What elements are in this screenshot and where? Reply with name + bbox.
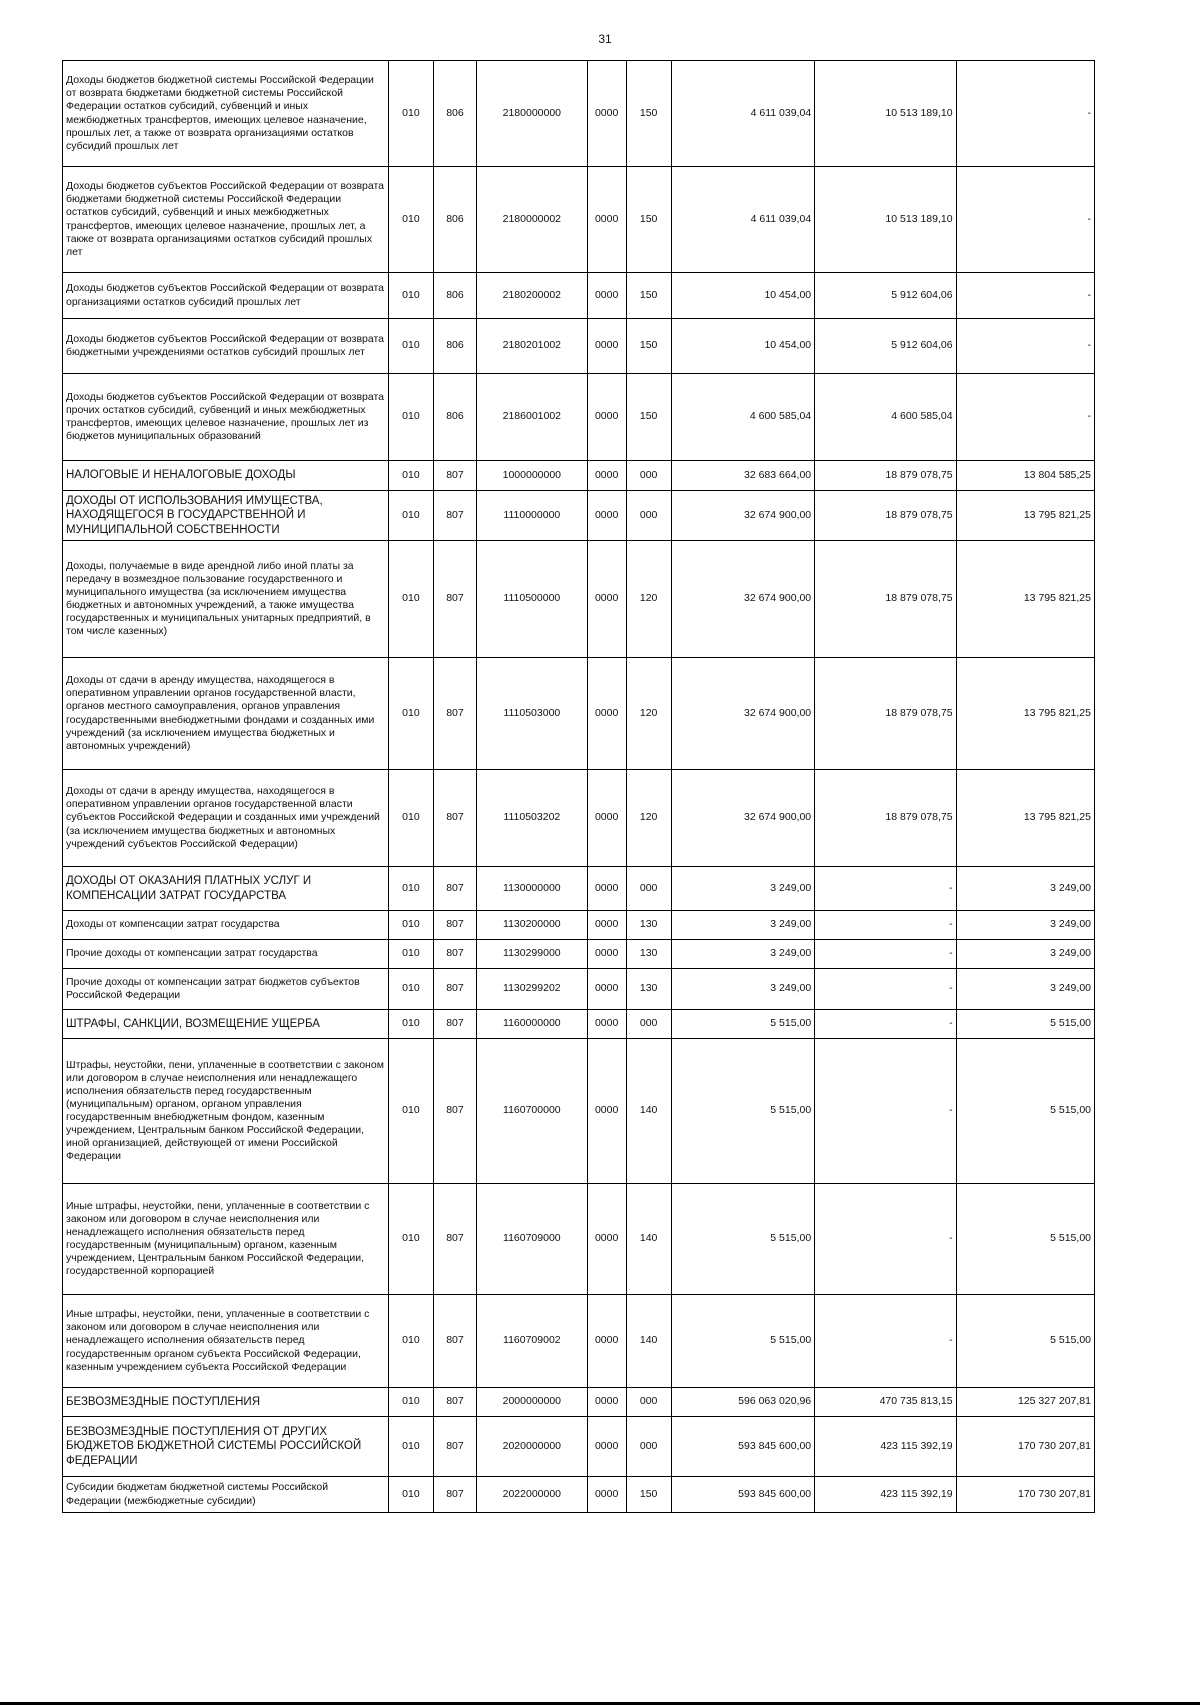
column-admin-code: 807	[433, 1417, 476, 1477]
row-name: ДОХОДЫ ОТ ИСПОЛЬЗОВАНИЯ ИМУЩЕСТВА, НАХОДЯЩЕГОСЯ В ГОСУДАРСТВЕННОЙ И МУНИЦИПАЛЬНОЙ СОБСТВЕННОСТИ	[63, 491, 389, 541]
column-unexecuted-amount: 3 249,00	[956, 969, 1094, 1010]
column-kind-code: 150	[626, 319, 671, 374]
column-program-code: 0000	[587, 319, 626, 374]
column-program-code: 0000	[587, 1295, 626, 1388]
row-name: Субсидии бюджетам бюджетной системы Российской Федерации (межбюджетные субсидии)	[63, 1477, 389, 1513]
column-executed-amount: 18 879 078,75	[815, 491, 956, 541]
column-admin-code: 807	[433, 770, 476, 867]
column-executed-amount: -	[815, 940, 956, 969]
column-section: 010	[388, 940, 433, 969]
column-admin-code: 807	[433, 1295, 476, 1388]
column-kind-code: 120	[626, 541, 671, 658]
column-unexecuted-amount: 3 249,00	[956, 940, 1094, 969]
column-program-code: 0000	[587, 770, 626, 867]
row-name: Доходы бюджетов субъектов Российской Федерации от возврата организациями остатков субсидий прошлых лет	[63, 273, 389, 319]
column-planned-amount: 3 249,00	[671, 940, 814, 969]
table-row	[63, 1417, 1095, 1477]
column-section: 010	[388, 461, 433, 491]
column-revenue-code: 1110500000	[477, 541, 588, 658]
column-unexecuted-amount: 13 795 821,25	[956, 658, 1094, 770]
table-row	[63, 374, 1095, 461]
column-revenue-code: 1160709002	[477, 1295, 588, 1388]
column-executed-amount: 18 879 078,75	[815, 658, 956, 770]
column-admin-code: 807	[433, 461, 476, 491]
column-section: 010	[388, 1417, 433, 1477]
column-section: 010	[388, 1010, 433, 1039]
row-name: Доходы бюджетов субъектов Российской Федерации от возврата бюджетами бюджетной системы Российской Федерации остатков субсидий, субвенций и иных межбюджетных трансфертов, имеющих целевое назначение, прошлых лет, а также от возврата организациями остатков субсидий прошлых лет	[63, 167, 389, 273]
column-executed-amount: 423 115 392,19	[815, 1417, 956, 1477]
column-admin-code: 807	[433, 491, 476, 541]
column-section: 010	[388, 969, 433, 1010]
column-executed-amount: 5 912 604,06	[815, 273, 956, 319]
row-name: Доходы от сдачи в аренду имущества, находящегося в оперативном управлении органов государственной власти субъектов Российской Федерации и созданных ими учреждений (за исключением имущества бюджетных и автономных учреждений субъектов Российской Федерации)	[63, 770, 389, 867]
column-admin-code: 806	[433, 374, 476, 461]
table-row	[63, 1477, 1095, 1513]
column-program-code: 0000	[587, 1184, 626, 1295]
row-name: Прочие доходы от компенсации затрат государства	[63, 940, 389, 969]
table-row	[63, 770, 1095, 867]
column-revenue-code: 1160000000	[477, 1010, 588, 1039]
column-executed-amount: 4 600 585,04	[815, 374, 956, 461]
column-revenue-code: 2180000000	[477, 61, 588, 167]
column-executed-amount: 18 879 078,75	[815, 541, 956, 658]
column-unexecuted-amount: 3 249,00	[956, 911, 1094, 940]
table-row	[63, 61, 1095, 167]
column-program-code: 0000	[587, 1010, 626, 1039]
column-admin-code: 807	[433, 1010, 476, 1039]
column-section: 010	[388, 61, 433, 167]
column-revenue-code: 2180201002	[477, 319, 588, 374]
column-unexecuted-amount: 5 515,00	[956, 1010, 1094, 1039]
column-kind-code: 000	[626, 1010, 671, 1039]
column-executed-amount: -	[815, 1295, 956, 1388]
column-kind-code: 130	[626, 911, 671, 940]
column-unexecuted-amount: 13 795 821,25	[956, 541, 1094, 658]
column-planned-amount: 593 845 600,00	[671, 1417, 814, 1477]
column-unexecuted-amount: 5 515,00	[956, 1039, 1094, 1184]
column-program-code: 0000	[587, 658, 626, 770]
column-executed-amount: 10 513 189,10	[815, 61, 956, 167]
column-section: 010	[388, 374, 433, 461]
column-executed-amount: 423 115 392,19	[815, 1477, 956, 1513]
column-planned-amount: 4 600 585,04	[671, 374, 814, 461]
row-name: ШТРАФЫ, САНКЦИИ, ВОЗМЕЩЕНИЕ УЩЕРБА	[63, 1010, 389, 1039]
column-unexecuted-amount: -	[956, 374, 1094, 461]
column-revenue-code: 1130299202	[477, 969, 588, 1010]
column-planned-amount: 32 674 900,00	[671, 658, 814, 770]
column-planned-amount: 32 674 900,00	[671, 491, 814, 541]
column-planned-amount: 5 515,00	[671, 1295, 814, 1388]
column-unexecuted-amount: 13 804 585,25	[956, 461, 1094, 491]
column-section: 010	[388, 1388, 433, 1417]
table-row	[63, 911, 1095, 940]
column-kind-code: 000	[626, 1417, 671, 1477]
column-executed-amount: -	[815, 1010, 956, 1039]
row-name: Штрафы, неустойки, пени, уплаченные в соответствии с законом или договором в случае неисполнения или ненадлежащего исполнения обязательств перед государственным (муниципальным) органом, органом управления государственным внебюджетным фондом, казенным учреждением, Центральным банком Российской Федерации, иной организацией, действующей от имени Российской Федерации	[63, 1039, 389, 1184]
column-kind-code: 150	[626, 374, 671, 461]
column-planned-amount: 32 683 664,00	[671, 461, 814, 491]
column-revenue-code: 1160700000	[477, 1039, 588, 1184]
row-name: Доходы от компенсации затрат государства	[63, 911, 389, 940]
column-program-code: 0000	[587, 61, 626, 167]
column-unexecuted-amount: 13 795 821,25	[956, 491, 1094, 541]
column-planned-amount: 32 674 900,00	[671, 541, 814, 658]
table-row	[63, 969, 1095, 1010]
column-planned-amount: 3 249,00	[671, 969, 814, 1010]
bottom-rule	[0, 1702, 1200, 1705]
column-unexecuted-amount: 3 249,00	[956, 867, 1094, 911]
column-executed-amount: -	[815, 1184, 956, 1295]
table-row	[63, 1039, 1095, 1184]
column-program-code: 0000	[587, 911, 626, 940]
column-section: 010	[388, 1477, 433, 1513]
column-program-code: 0000	[587, 867, 626, 911]
row-name: Иные штрафы, неустойки, пени, уплаченные в соответствии с законом или договором в случае неисполнения или ненадлежащего исполнения обязательств перед государственным органом субъекта Российской Федерации, казенным учреждением субъекта Российской Федерации	[63, 1295, 389, 1388]
column-kind-code: 130	[626, 969, 671, 1010]
column-program-code: 0000	[587, 1417, 626, 1477]
column-section: 010	[388, 541, 433, 658]
column-admin-code: 806	[433, 61, 476, 167]
column-revenue-code: 2022000000	[477, 1477, 588, 1513]
column-kind-code: 120	[626, 658, 671, 770]
row-name: Доходы бюджетов субъектов Российской Федерации от возврата бюджетными учреждениями остатков субсидий прошлых лет	[63, 319, 389, 374]
column-unexecuted-amount: 5 515,00	[956, 1295, 1094, 1388]
column-planned-amount: 32 674 900,00	[671, 770, 814, 867]
table-row	[63, 867, 1095, 911]
column-revenue-code: 2180000002	[477, 167, 588, 273]
column-admin-code: 807	[433, 1184, 476, 1295]
column-program-code: 0000	[587, 969, 626, 1010]
column-section: 010	[388, 491, 433, 541]
column-kind-code: 150	[626, 167, 671, 273]
column-program-code: 0000	[587, 461, 626, 491]
column-program-code: 0000	[587, 1388, 626, 1417]
column-unexecuted-amount: 125 327 207,81	[956, 1388, 1094, 1417]
column-admin-code: 807	[433, 940, 476, 969]
column-admin-code: 806	[433, 319, 476, 374]
column-section: 010	[388, 1039, 433, 1184]
column-section: 010	[388, 911, 433, 940]
column-planned-amount: 3 249,00	[671, 911, 814, 940]
column-program-code: 0000	[587, 1477, 626, 1513]
row-name: Прочие доходы от компенсации затрат бюджетов субъектов Российской Федерации	[63, 969, 389, 1010]
column-executed-amount: 5 912 604,06	[815, 319, 956, 374]
table-row	[63, 541, 1095, 658]
column-kind-code: 000	[626, 491, 671, 541]
column-kind-code: 140	[626, 1039, 671, 1184]
column-revenue-code: 2180200002	[477, 273, 588, 319]
column-planned-amount: 5 515,00	[671, 1039, 814, 1184]
column-admin-code: 807	[433, 1388, 476, 1417]
column-program-code: 0000	[587, 374, 626, 461]
table-body	[63, 61, 1095, 1513]
column-program-code: 0000	[587, 541, 626, 658]
table-row	[63, 658, 1095, 770]
row-name: Иные штрафы, неустойки, пени, уплаченные в соответствии с законом или договором в случае неисполнения или ненадлежащего исполнения обязательств перед государственным (муниципальным) органом, казенным учреждением, Центральным банком Российской Федерации, государственной корпорацией	[63, 1184, 389, 1295]
table-row	[63, 461, 1095, 491]
row-name: ДОХОДЫ ОТ ОКАЗАНИЯ ПЛАТНЫХ УСЛУГ И КОМПЕНСАЦИИ ЗАТРАТ ГОСУДАРСТВА	[63, 867, 389, 911]
column-kind-code: 130	[626, 940, 671, 969]
row-name: БЕЗВОЗМЕЗДНЫЕ ПОСТУПЛЕНИЯ	[63, 1388, 389, 1417]
column-kind-code: 150	[626, 61, 671, 167]
row-name: Доходы от сдачи в аренду имущества, находящегося в оперативном управлении органов государственной власти, органов местного самоуправления, органов управления государственными внебюджетными фондами и созданных ими учреждений (за исключением имущества бюджетных и автономных учреждений)	[63, 658, 389, 770]
column-admin-code: 806	[433, 273, 476, 319]
column-planned-amount: 5 515,00	[671, 1010, 814, 1039]
column-unexecuted-amount: 170 730 207,81	[956, 1477, 1094, 1513]
column-executed-amount: -	[815, 969, 956, 1010]
column-revenue-code: 1130000000	[477, 867, 588, 911]
column-planned-amount: 3 249,00	[671, 867, 814, 911]
column-section: 010	[388, 1295, 433, 1388]
column-admin-code: 806	[433, 167, 476, 273]
table-row	[63, 940, 1095, 969]
column-revenue-code: 2186001002	[477, 374, 588, 461]
column-planned-amount: 596 063 020,96	[671, 1388, 814, 1417]
column-section: 010	[388, 319, 433, 374]
column-executed-amount: 10 513 189,10	[815, 167, 956, 273]
table-row	[63, 1295, 1095, 1388]
column-kind-code: 000	[626, 1388, 671, 1417]
column-revenue-code: 1130299000	[477, 940, 588, 969]
column-planned-amount: 4 611 039,04	[671, 167, 814, 273]
column-planned-amount: 5 515,00	[671, 1184, 814, 1295]
column-program-code: 0000	[587, 491, 626, 541]
column-kind-code: 140	[626, 1295, 671, 1388]
column-section: 010	[388, 867, 433, 911]
table-row	[63, 1184, 1095, 1295]
column-executed-amount: -	[815, 911, 956, 940]
column-unexecuted-amount: -	[956, 319, 1094, 374]
column-kind-code: 120	[626, 770, 671, 867]
column-revenue-code: 1110503202	[477, 770, 588, 867]
column-kind-code: 000	[626, 867, 671, 911]
column-admin-code: 807	[433, 541, 476, 658]
column-program-code: 0000	[587, 167, 626, 273]
column-revenue-code: 1000000000	[477, 461, 588, 491]
column-planned-amount: 593 845 600,00	[671, 1477, 814, 1513]
column-program-code: 0000	[587, 273, 626, 319]
column-executed-amount: 18 879 078,75	[815, 770, 956, 867]
column-planned-amount: 4 611 039,04	[671, 61, 814, 167]
table-row	[63, 319, 1095, 374]
column-unexecuted-amount: 170 730 207,81	[956, 1417, 1094, 1477]
column-kind-code: 150	[626, 1477, 671, 1513]
row-name: Доходы, получаемые в виде арендной либо иной платы за передачу в возмездное пользование государственного и муниципального имущества (за исключением имущества бюджетных и автономных учреждений, а также имущества государственных и муниципальных унитарных предприятий, в том числе казенных)	[63, 541, 389, 658]
column-section: 010	[388, 770, 433, 867]
column-admin-code: 807	[433, 867, 476, 911]
column-section: 010	[388, 1184, 433, 1295]
budget-revenue-table	[62, 60, 1095, 1513]
column-admin-code: 807	[433, 1039, 476, 1184]
column-executed-amount: -	[815, 867, 956, 911]
column-revenue-code: 1110503000	[477, 658, 588, 770]
page-number: 31	[598, 32, 612, 46]
column-section: 010	[388, 167, 433, 273]
table-row	[63, 167, 1095, 273]
column-unexecuted-amount: 5 515,00	[956, 1184, 1094, 1295]
column-admin-code: 807	[433, 1477, 476, 1513]
column-revenue-code: 2020000000	[477, 1417, 588, 1477]
column-unexecuted-amount: -	[956, 167, 1094, 273]
column-kind-code: 140	[626, 1184, 671, 1295]
column-unexecuted-amount: -	[956, 273, 1094, 319]
table-row	[63, 1388, 1095, 1417]
column-admin-code: 807	[433, 969, 476, 1010]
column-kind-code: 000	[626, 461, 671, 491]
row-name: Доходы бюджетов бюджетной системы Российской Федерации от возврата бюджетами бюджетной системы Российской Федерации остатков субсидий, субвенций и иных межбюджетных трансфертов, имеющих целевое назначение, прошлых лет, а также от возврата организациями остатков субсидий прошлых лет	[63, 61, 389, 167]
column-admin-code: 807	[433, 658, 476, 770]
column-revenue-code: 2000000000	[477, 1388, 588, 1417]
table-row	[63, 491, 1095, 541]
row-name: БЕЗВОЗМЕЗДНЫЕ ПОСТУПЛЕНИЯ ОТ ДРУГИХ БЮДЖЕТОВ БЮДЖЕТНОЙ СИСТЕМЫ РОССИЙСКОЙ ФЕДЕРАЦИИ	[63, 1417, 389, 1477]
column-section: 010	[388, 273, 433, 319]
column-executed-amount: 470 735 813,15	[815, 1388, 956, 1417]
column-unexecuted-amount: 13 795 821,25	[956, 770, 1094, 867]
table-row	[63, 273, 1095, 319]
column-planned-amount: 10 454,00	[671, 273, 814, 319]
row-name: НАЛОГОВЫЕ И НЕНАЛОГОВЫЕ ДОХОДЫ	[63, 461, 389, 491]
table-row	[63, 1010, 1095, 1039]
column-admin-code: 807	[433, 911, 476, 940]
column-kind-code: 150	[626, 273, 671, 319]
column-unexecuted-amount: -	[956, 61, 1094, 167]
column-revenue-code: 1130200000	[477, 911, 588, 940]
column-executed-amount: -	[815, 1039, 956, 1184]
column-section: 010	[388, 658, 433, 770]
column-executed-amount: 18 879 078,75	[815, 461, 956, 491]
column-program-code: 0000	[587, 1039, 626, 1184]
column-revenue-code: 1160709000	[477, 1184, 588, 1295]
column-revenue-code: 1110000000	[477, 491, 588, 541]
column-program-code: 0000	[587, 940, 626, 969]
row-name: Доходы бюджетов субъектов Российской Федерации от возврата прочих остатков субсидий, субвенций и иных межбюджетных трансфертов, имеющих целевое назначение, прошлых лет из бюджетов муниципальных образований	[63, 374, 389, 461]
column-planned-amount: 10 454,00	[671, 319, 814, 374]
